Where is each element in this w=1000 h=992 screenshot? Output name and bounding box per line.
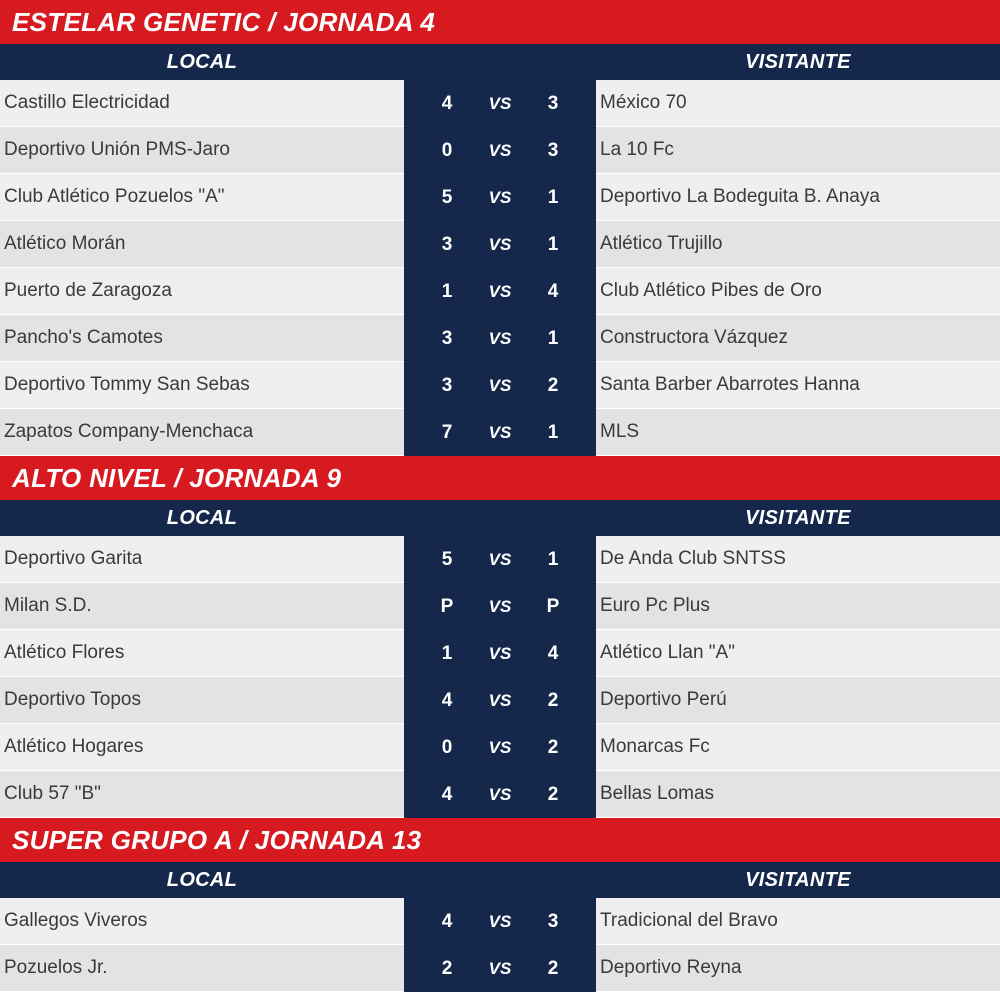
home-score: 4	[441, 783, 453, 805]
home-team-cell	[0, 724, 404, 771]
league-banner	[0, 0, 1000, 44]
away-team-name: Deportivo Perú	[600, 689, 727, 710]
away-team-cell	[596, 536, 1000, 583]
home-score: 3	[441, 327, 453, 349]
home-score: 2	[441, 957, 453, 979]
away-team-name: Atlético Llan "A"	[600, 642, 735, 663]
score-cell	[404, 268, 596, 315]
home-team-name: Pancho's Camotes	[4, 327, 163, 348]
score-cell	[404, 536, 596, 583]
league-title: ESTELAR GENETIC / JORNADA 4	[12, 6, 436, 37]
home-team-name: Zapatos Company-Menchaca	[4, 421, 254, 442]
home-team-cell	[0, 221, 404, 268]
away-team-cell	[596, 80, 1000, 127]
home-team-cell	[0, 80, 404, 127]
home-team-cell	[0, 583, 404, 630]
table-row	[0, 127, 1000, 174]
vs-label: VS	[488, 234, 512, 254]
home-team-name: Deportivo Unión PMS-Jaro	[4, 139, 230, 160]
league-title: SUPER GRUPO A / JORNADA 13	[12, 824, 422, 855]
home-score: 7	[441, 421, 453, 443]
away-team-cell	[596, 898, 1000, 945]
away-score: 3	[547, 92, 559, 114]
away-team-cell	[596, 771, 1000, 818]
score-cell	[404, 771, 596, 818]
home-score: 0	[441, 139, 453, 161]
score-cell	[404, 127, 596, 174]
league-banner	[0, 818, 1000, 862]
table-header-row	[0, 500, 1000, 536]
table-row	[0, 771, 1000, 818]
vs-label: VS	[488, 690, 512, 710]
home-score: 3	[441, 233, 453, 255]
away-team-cell	[596, 362, 1000, 409]
vs-label: VS	[488, 784, 512, 804]
table-header-row	[0, 862, 1000, 898]
table-row	[0, 898, 1000, 945]
home-team-cell	[0, 677, 404, 724]
away-team-cell	[596, 315, 1000, 362]
away-score: 2	[547, 374, 559, 396]
home-team-cell	[0, 898, 404, 945]
away-team-name: Santa Barber Abarrotes Hanna	[600, 374, 860, 395]
home-score: 4	[441, 910, 453, 932]
away-score: 3	[547, 910, 559, 932]
away-team-name: Deportivo Reyna	[600, 957, 742, 978]
away-team-name: Bellas Lomas	[600, 783, 715, 804]
league-title: ALTO NIVEL / JORNADA 9	[12, 462, 342, 493]
away-score: 3	[547, 139, 559, 161]
home-team-name: Deportivo Topos	[4, 689, 141, 710]
home-team-name: Pozuelos Jr.	[4, 957, 108, 978]
vs-label: VS	[488, 328, 512, 348]
home-team-name: Atlético Morán	[4, 233, 126, 254]
table-row	[0, 409, 1000, 456]
away-team-name: Atlético Trujillo	[600, 233, 723, 254]
away-score: 2	[547, 957, 559, 979]
table-header-row	[0, 44, 1000, 80]
away-team-name: MLS	[600, 421, 640, 442]
home-score: 4	[441, 92, 453, 114]
table-row	[0, 583, 1000, 630]
home-score: 0	[441, 736, 453, 758]
away-score: 2	[547, 736, 559, 758]
home-team-name: Club 57 "B"	[4, 783, 101, 804]
header-local-label: LOCAL	[166, 868, 238, 891]
home-team-name: Deportivo Tommy San Sebas	[4, 374, 250, 395]
away-team-cell	[596, 945, 1000, 992]
header-visitante-label: VISITANTE	[745, 50, 851, 73]
away-score: 2	[547, 689, 559, 711]
table-row	[0, 677, 1000, 724]
header-visitante-label: VISITANTE	[745, 506, 851, 529]
home-score: P	[440, 595, 454, 617]
away-team-cell	[596, 630, 1000, 677]
away-score: 4	[547, 642, 559, 664]
vs-label: VS	[488, 643, 512, 663]
away-team-name: Deportivo La Bodeguita B. Anaya	[600, 186, 880, 207]
home-team-name: Puerto de Zaragoza	[4, 280, 172, 301]
vs-label: VS	[488, 549, 512, 569]
score-cell	[404, 174, 596, 221]
home-team-cell	[0, 945, 404, 992]
away-score: 4	[547, 280, 559, 302]
home-score: 1	[441, 642, 453, 664]
vs-label: VS	[488, 596, 512, 616]
vs-label: VS	[488, 737, 512, 757]
vs-label: VS	[488, 375, 512, 395]
vs-label: VS	[488, 140, 512, 160]
score-cell	[404, 80, 596, 127]
home-score: 1	[441, 280, 453, 302]
away-team-cell	[596, 409, 1000, 456]
away-score: P	[546, 595, 560, 617]
home-team-name: Castillo Electricidad	[4, 92, 170, 113]
vs-label: VS	[488, 958, 512, 978]
away-team-name: México 70	[600, 92, 687, 113]
score-cell	[404, 630, 596, 677]
away-score: 2	[547, 783, 559, 805]
header-local-label: LOCAL	[166, 50, 238, 73]
score-cell	[404, 677, 596, 724]
home-team-name: Club Atlético Pozuelos "A"	[4, 186, 225, 207]
home-score: 3	[441, 374, 453, 396]
score-cell	[404, 583, 596, 630]
away-score: 1	[547, 233, 559, 255]
score-cell	[404, 409, 596, 456]
score-cell	[404, 315, 596, 362]
away-team-cell	[596, 677, 1000, 724]
home-team-cell	[0, 362, 404, 409]
home-team-cell	[0, 771, 404, 818]
home-team-cell	[0, 174, 404, 221]
header-local-label: LOCAL	[166, 506, 238, 529]
home-team-cell	[0, 268, 404, 315]
table-row	[0, 362, 1000, 409]
home-team-cell	[0, 127, 404, 174]
table-row	[0, 268, 1000, 315]
table-row	[0, 221, 1000, 268]
vs-label: VS	[488, 281, 512, 301]
score-cell	[404, 945, 596, 992]
table-row	[0, 630, 1000, 677]
home-score: 5	[441, 548, 453, 570]
table-row	[0, 315, 1000, 362]
vs-label: VS	[488, 911, 512, 931]
away-team-name: Club Atlético Pibes de Oro	[600, 280, 822, 301]
home-team-name: Atlético Hogares	[4, 736, 144, 757]
away-team-name: Constructora Vázquez	[600, 327, 788, 348]
home-team-name: Atlético Flores	[4, 642, 125, 663]
vs-label: VS	[488, 187, 512, 207]
score-cell	[404, 898, 596, 945]
away-team-name: Monarcas Fc	[600, 736, 710, 757]
away-score: 1	[547, 421, 559, 443]
home-team-name: Gallegos Viveros	[4, 910, 148, 931]
table-row	[0, 724, 1000, 771]
vs-label: VS	[488, 422, 512, 442]
score-cell	[404, 362, 596, 409]
score-cell	[404, 724, 596, 771]
away-team-cell	[596, 174, 1000, 221]
home-score: 4	[441, 689, 453, 711]
header-visitante-label: VISITANTE	[745, 868, 851, 891]
away-score: 1	[547, 327, 559, 349]
home-team-cell	[0, 315, 404, 362]
away-team-cell	[596, 724, 1000, 771]
table-row	[0, 536, 1000, 583]
home-score: 5	[441, 186, 453, 208]
home-team-name: Milan S.D.	[4, 595, 92, 616]
home-team-name: Deportivo Garita	[4, 548, 143, 569]
table-row	[0, 80, 1000, 127]
home-team-cell	[0, 409, 404, 456]
away-team-cell	[596, 127, 1000, 174]
away-team-name: De Anda Club SNTSS	[600, 548, 786, 569]
home-team-cell	[0, 536, 404, 583]
away-score: 1	[547, 548, 559, 570]
away-team-cell	[596, 221, 1000, 268]
league-banner	[0, 456, 1000, 500]
away-team-name: Tradicional del Bravo	[600, 910, 778, 931]
score-cell	[404, 221, 596, 268]
away-team-name: La 10 Fc	[600, 139, 674, 160]
home-team-cell	[0, 630, 404, 677]
table-row	[0, 945, 1000, 992]
table-row	[0, 174, 1000, 221]
away-team-cell	[596, 268, 1000, 315]
away-score: 1	[547, 186, 559, 208]
vs-label: VS	[488, 93, 512, 113]
away-team-name: Euro Pc Plus	[600, 595, 710, 616]
away-team-cell	[596, 583, 1000, 630]
